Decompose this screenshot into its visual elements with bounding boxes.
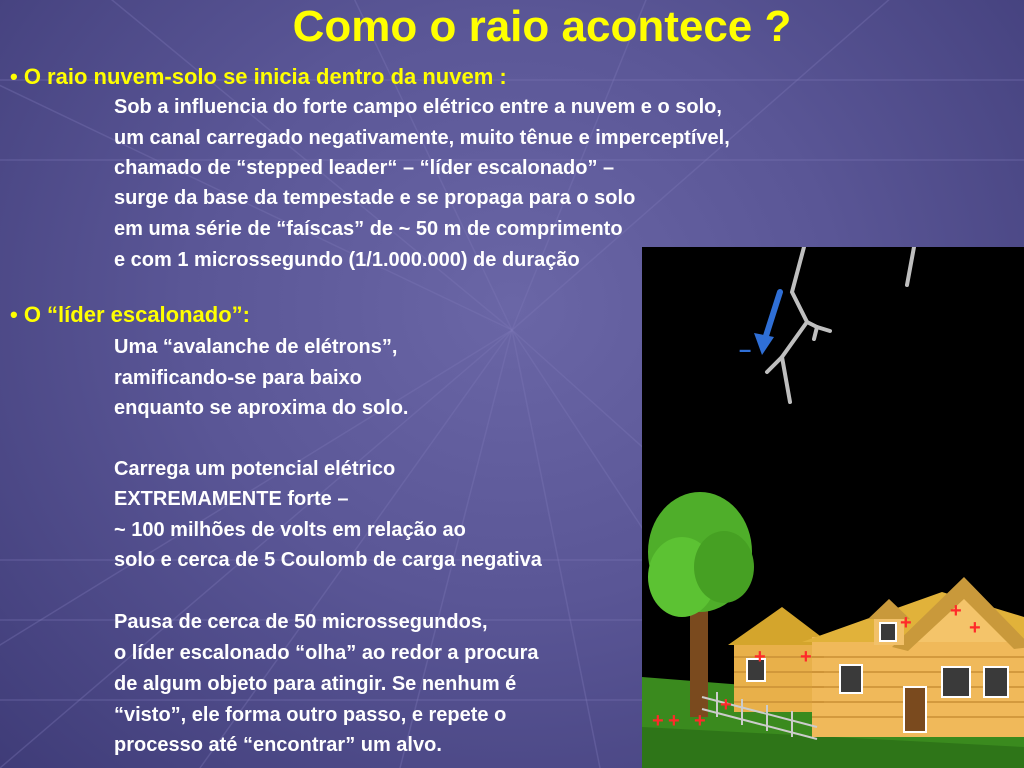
plus-charge-sign: + [950,600,962,622]
plus-charge-sign: + [969,617,981,639]
plus-charge-sign: + [754,646,766,668]
section-2-line: solo e cerca de 5 Coulomb de carga negativa [114,549,542,571]
section-2-line: Carrega um potencial elétrico [114,458,396,480]
section-1-line: um canal carregado negativamente, muito tênue e imperceptível, [114,127,730,149]
section-1-line: surge da base da tempestade e se propaga para o solo [114,187,636,209]
section-2-line: enquanto se aproxima do solo. [114,397,409,419]
plus-charge-sign: + [652,710,664,732]
slide-title: Como o raio acontece ? [292,2,792,51]
minus-charge-sign: – [739,337,752,362]
section-2-line: processo até “encontrar” um alvo. [114,734,442,756]
section-2-heading: • O “líder escalonado”: [10,302,250,327]
section-2-line: ramificando-se para baixo [114,367,362,389]
section-2-line: Pausa de cerca de 50 microssegundos, [114,611,488,633]
plus-charge-sign: + [900,612,912,634]
section-2-line: EXTREMAMENTE forte – [114,488,349,510]
plus-charge-sign: + [800,646,812,668]
down-arrow-icon [754,292,780,355]
lightning-house-illustration [642,247,1024,768]
plus-charge-sign: + [720,694,732,716]
illustration-drawing [642,247,1024,768]
section-2-line: Uma “avalanche de elétrons”, [114,336,398,358]
section-2-line: ~ 100 milhões de volts em relação ao [114,519,466,541]
section-1-line: chamado de “stepped leader“ – “líder escalonado” – [114,157,615,179]
section-1-heading: • O raio nuvem-solo se inicia dentro da nuvem : [10,64,507,89]
section-1-line: e com 1 microssegundo (1/1.000.000) de duração [114,249,580,271]
plus-charge-sign: + [668,710,680,732]
section-2-line: o líder escalonado “olha” ao redor a procura [114,642,539,664]
section-2-line: de algum objeto para atingir. Se nenhum é [114,673,517,695]
leader-main-branch [782,247,807,402]
section-1-line: em uma série de “faíscas” de ~ 50 m de comprimento [114,218,623,240]
section-2-line: “visto”, ele forma outro passo, e repete o [114,704,507,726]
section-1-line: Sob a influencia do forte campo elétrico entre a nuvem e o solo, [114,96,722,118]
plus-charge-sign: + [694,710,706,732]
